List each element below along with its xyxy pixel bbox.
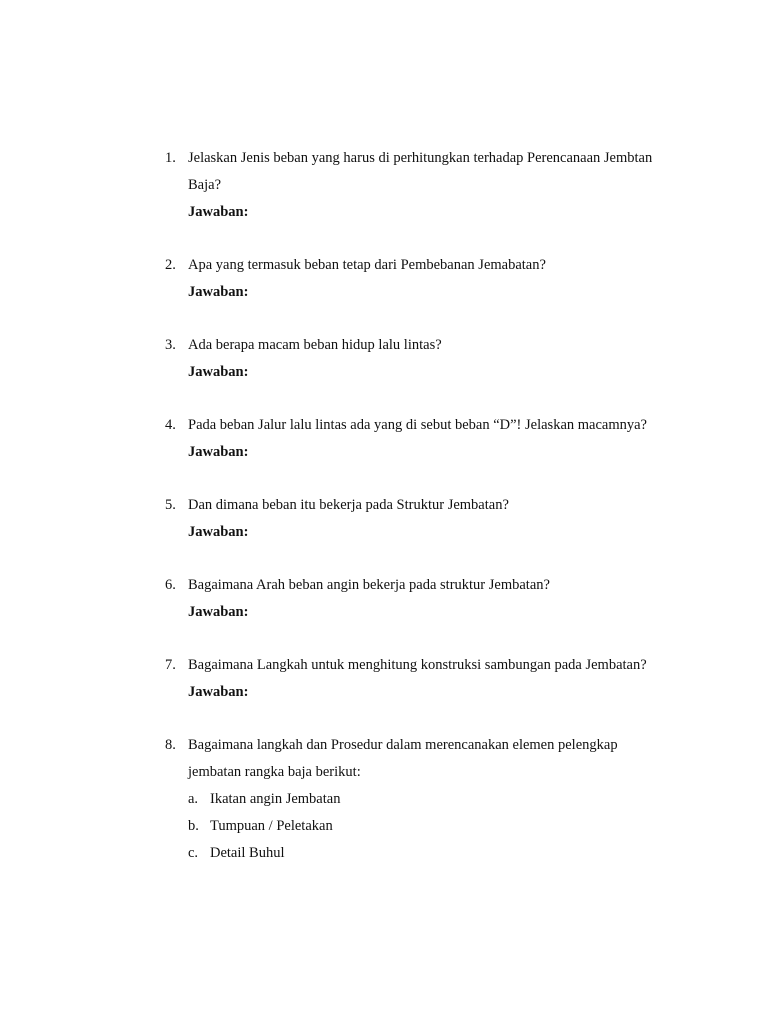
question-text: Bagaimana langkah dan Prosedur dalam merencanakan elemen pelengkap jembatan rangka baja berikut: <box>188 737 618 780</box>
question-text: Apa yang termasuk beban tetap dari Pembebanan Jemabatan? <box>188 257 546 273</box>
question-list <box>160 145 660 867</box>
question-text: Pada beban Jalur lalu lintas ada yang di sebut beban “D”! Jelaskan macamnya? <box>188 417 647 433</box>
answer-label: Jawaban: <box>188 364 249 380</box>
answer-label: Jawaban: <box>188 684 249 700</box>
answer-label: Jawaban: <box>188 524 249 540</box>
question-number: 1. <box>165 150 176 166</box>
answer-label: Jawaban: <box>188 444 249 460</box>
question-item <box>160 145 660 226</box>
sub-item-letter: b. <box>188 818 199 834</box>
sub-item-text: Detail Buhul <box>210 845 285 861</box>
question-text: Bagaimana Langkah untuk menghitung konstruksi sambungan pada Jembatan? <box>188 657 647 673</box>
spacer <box>160 626 660 652</box>
answer-label: Jawaban: <box>188 284 249 300</box>
question-text: Ada berapa macam beban hidup lalu lintas? <box>188 337 442 353</box>
sub-item-letter: a. <box>188 791 199 807</box>
sub-item-letter: c. <box>188 845 199 861</box>
question-number: 2. <box>165 257 176 273</box>
spacer <box>160 546 660 572</box>
question-number: 3. <box>165 337 176 353</box>
sub-item <box>188 786 660 813</box>
spacer <box>160 706 660 732</box>
answer-label: Jawaban: <box>188 204 249 220</box>
question-item <box>160 332 660 386</box>
answer-label: Jawaban: <box>188 604 249 620</box>
spacer <box>160 306 660 332</box>
sub-item-text: Tumpuan / Peletakan <box>210 818 333 834</box>
question-item <box>160 412 660 466</box>
question-text: Jelaskan Jenis beban yang harus di perhitungkan terhadap Perencanaan Jembtan Baja? <box>188 150 653 193</box>
spacer <box>160 226 660 252</box>
sub-item <box>188 813 660 840</box>
question-number: 7. <box>165 657 176 673</box>
sub-item-text: Ikatan angin Jembatan <box>210 791 341 807</box>
question-item <box>160 572 660 626</box>
question-number: 5. <box>165 497 176 513</box>
question-item <box>160 252 660 306</box>
spacer <box>160 466 660 492</box>
question-number: 4. <box>165 417 176 433</box>
spacer <box>160 386 660 412</box>
question-number: 6. <box>165 577 176 593</box>
question-item <box>160 652 660 706</box>
sub-item <box>188 840 660 867</box>
question-item <box>160 492 660 546</box>
question-number: 8. <box>165 737 176 753</box>
question-item <box>160 732 660 867</box>
question-text: Dan dimana beban itu bekerja pada Struktur Jembatan? <box>188 497 509 513</box>
question-text: Bagaimana Arah beban angin bekerja pada struktur Jembatan? <box>188 577 550 593</box>
sub-item-list <box>188 786 660 867</box>
